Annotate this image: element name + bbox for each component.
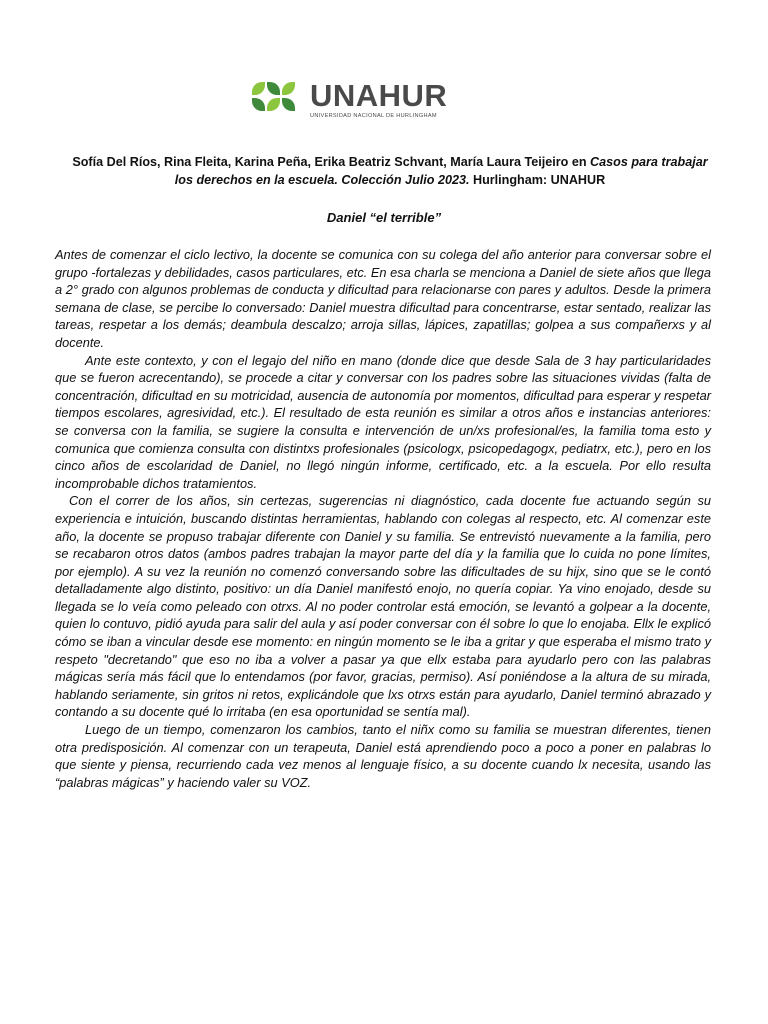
paragraph-1: Antes de comenzar el ciclo lectivo, la docente se comunica con su colega del año anterior para conversar sobre el grupo -fortalezas y debilidades, casos particulares, etc. En esa charla se menciona a Daniel de siete años que llega a 2° grado con algunos problemas de conducta y dificultad para relacionarse con pares y adultos. Desde la primera semana de clase, se percibe lo conversado: Daniel muestra dificultad para concentrarse, estar sentado, realizar las tareas, respetar a los demás; deambula descalzo; arroja sillas, lápices, zapatillas; golpea a sus compañerxs y al docente.: [55, 247, 711, 350]
logo-name: UNAHUR: [310, 78, 448, 113]
case-title: Daniel “el terrible”: [326, 210, 442, 225]
paragraph-3: Con el correr de los años, sin certezas, sugerencias ni diagnóstico, cada docente fue actuando según su experiencia e intuición, buscando distintas herramientas, hablando con colegas al respecto, etc. Al comenzar este año, la docente se propuso trabajar diferente con Daniel y su familia. Se entrevistó nuevamente a la familia, pero se recabaron otros datos (ambos padres trabajan la mayor parte del día y la familia que lo cuida no pone límites, por ejemplo). A su vez la reunión no comenzó conversando sobre las dificultades de su hijx, sino que se le contó detalladamente algo distinto, positivo: un día Daniel manifestó enojo, no quería copiar. Ya vino enojado, desde su llegada se lo veía como peleado con otrxs. Al no poder controlar está emoción, se levantó a golpear a la docente, quien lo contuvo, pidió ayuda para salir del aula y así poder conversar con él sobre lo que lo enojaba. Ellx le explicó cómo se iban a vincular desde ese momento: en ningún momento se le iba a gritar y que esperaba el mismo trato y respeto "decretando" que eso no iba a volver a pasar ya que ellx estaba para ayudarlo pero con las palabras mágicas sería más fácil que lo entendamos (por favor, gracias, permiso). Así poniéndose a la altura de su mirada, hablando seriamente, sin gritos ni retos, explicándole que lxs otrxs están para ayudarlo, Daniel terminó abrazado y contando a su docente qué lo irritaba (en esa oportunidad se sentía mal).: [55, 493, 711, 720]
case-body: [55, 246, 711, 791]
citation-book-title: Casos para trabajar los derechos en la escuela. Colección Julio 2023.: [174, 155, 708, 187]
logo-subtitle: UNIVERSIDAD NACIONAL DE HURLINGHAM: [310, 113, 437, 119]
paragraph-2: Ante este contexto, y con el legajo del niño en mano (donde dice que desde Sala de 3 hay particularidades que se fueron acrecentando), se procede a citar y conversar con los padres sobre las situaciones vividas (falta de concentración, dificultad en su motricidad, ausencia de autonomía por momentos, dificultad para esperar y respetar tiempos escolares, agresividad, etc.). El resultado de esta reunión es similar a otros años e instancias anteriores: se conversa con la familia, se sugiere la consulta e intervención de un/xs profesional/es, la familia toma esto y comunica que comienza consulta con distintxs profesionales (psicologx, psicopedagogx, pediatrx, etc.), pero en los cinco años de escolaridad de Daniel, no llegó ningún informe, certificado, etc. a la escuela. Por ello resulta incomprobable dichos tratamientos.: [55, 352, 711, 491]
leaf-cluster-icon: [250, 80, 300, 120]
paragraph-4: Luego de un tiempo, comenzaron los cambios, tanto el niñx como su familia se muestran diferentes, tienen otra predisposición. Al comenzar con un terapeuta, Daniel está aprendiendo poco a poco a poner en palabras lo que siente y piensa, recurriendo cada vez menos al lenguaje físico, a su docente cuando lx necesita, usando las “palabras mágicas” y haciendo valer su VOZ.: [55, 722, 711, 790]
unahur-logo: [250, 80, 447, 124]
citation-authors: Sofía Del Ríos, Rina Fleita, Karina Peña, Erika Beatriz Schvant, María Laura Teijeiro en: [72, 155, 591, 169]
citation: [70, 153, 710, 189]
citation-publisher: Hurlingham: UNAHUR: [469, 173, 606, 187]
